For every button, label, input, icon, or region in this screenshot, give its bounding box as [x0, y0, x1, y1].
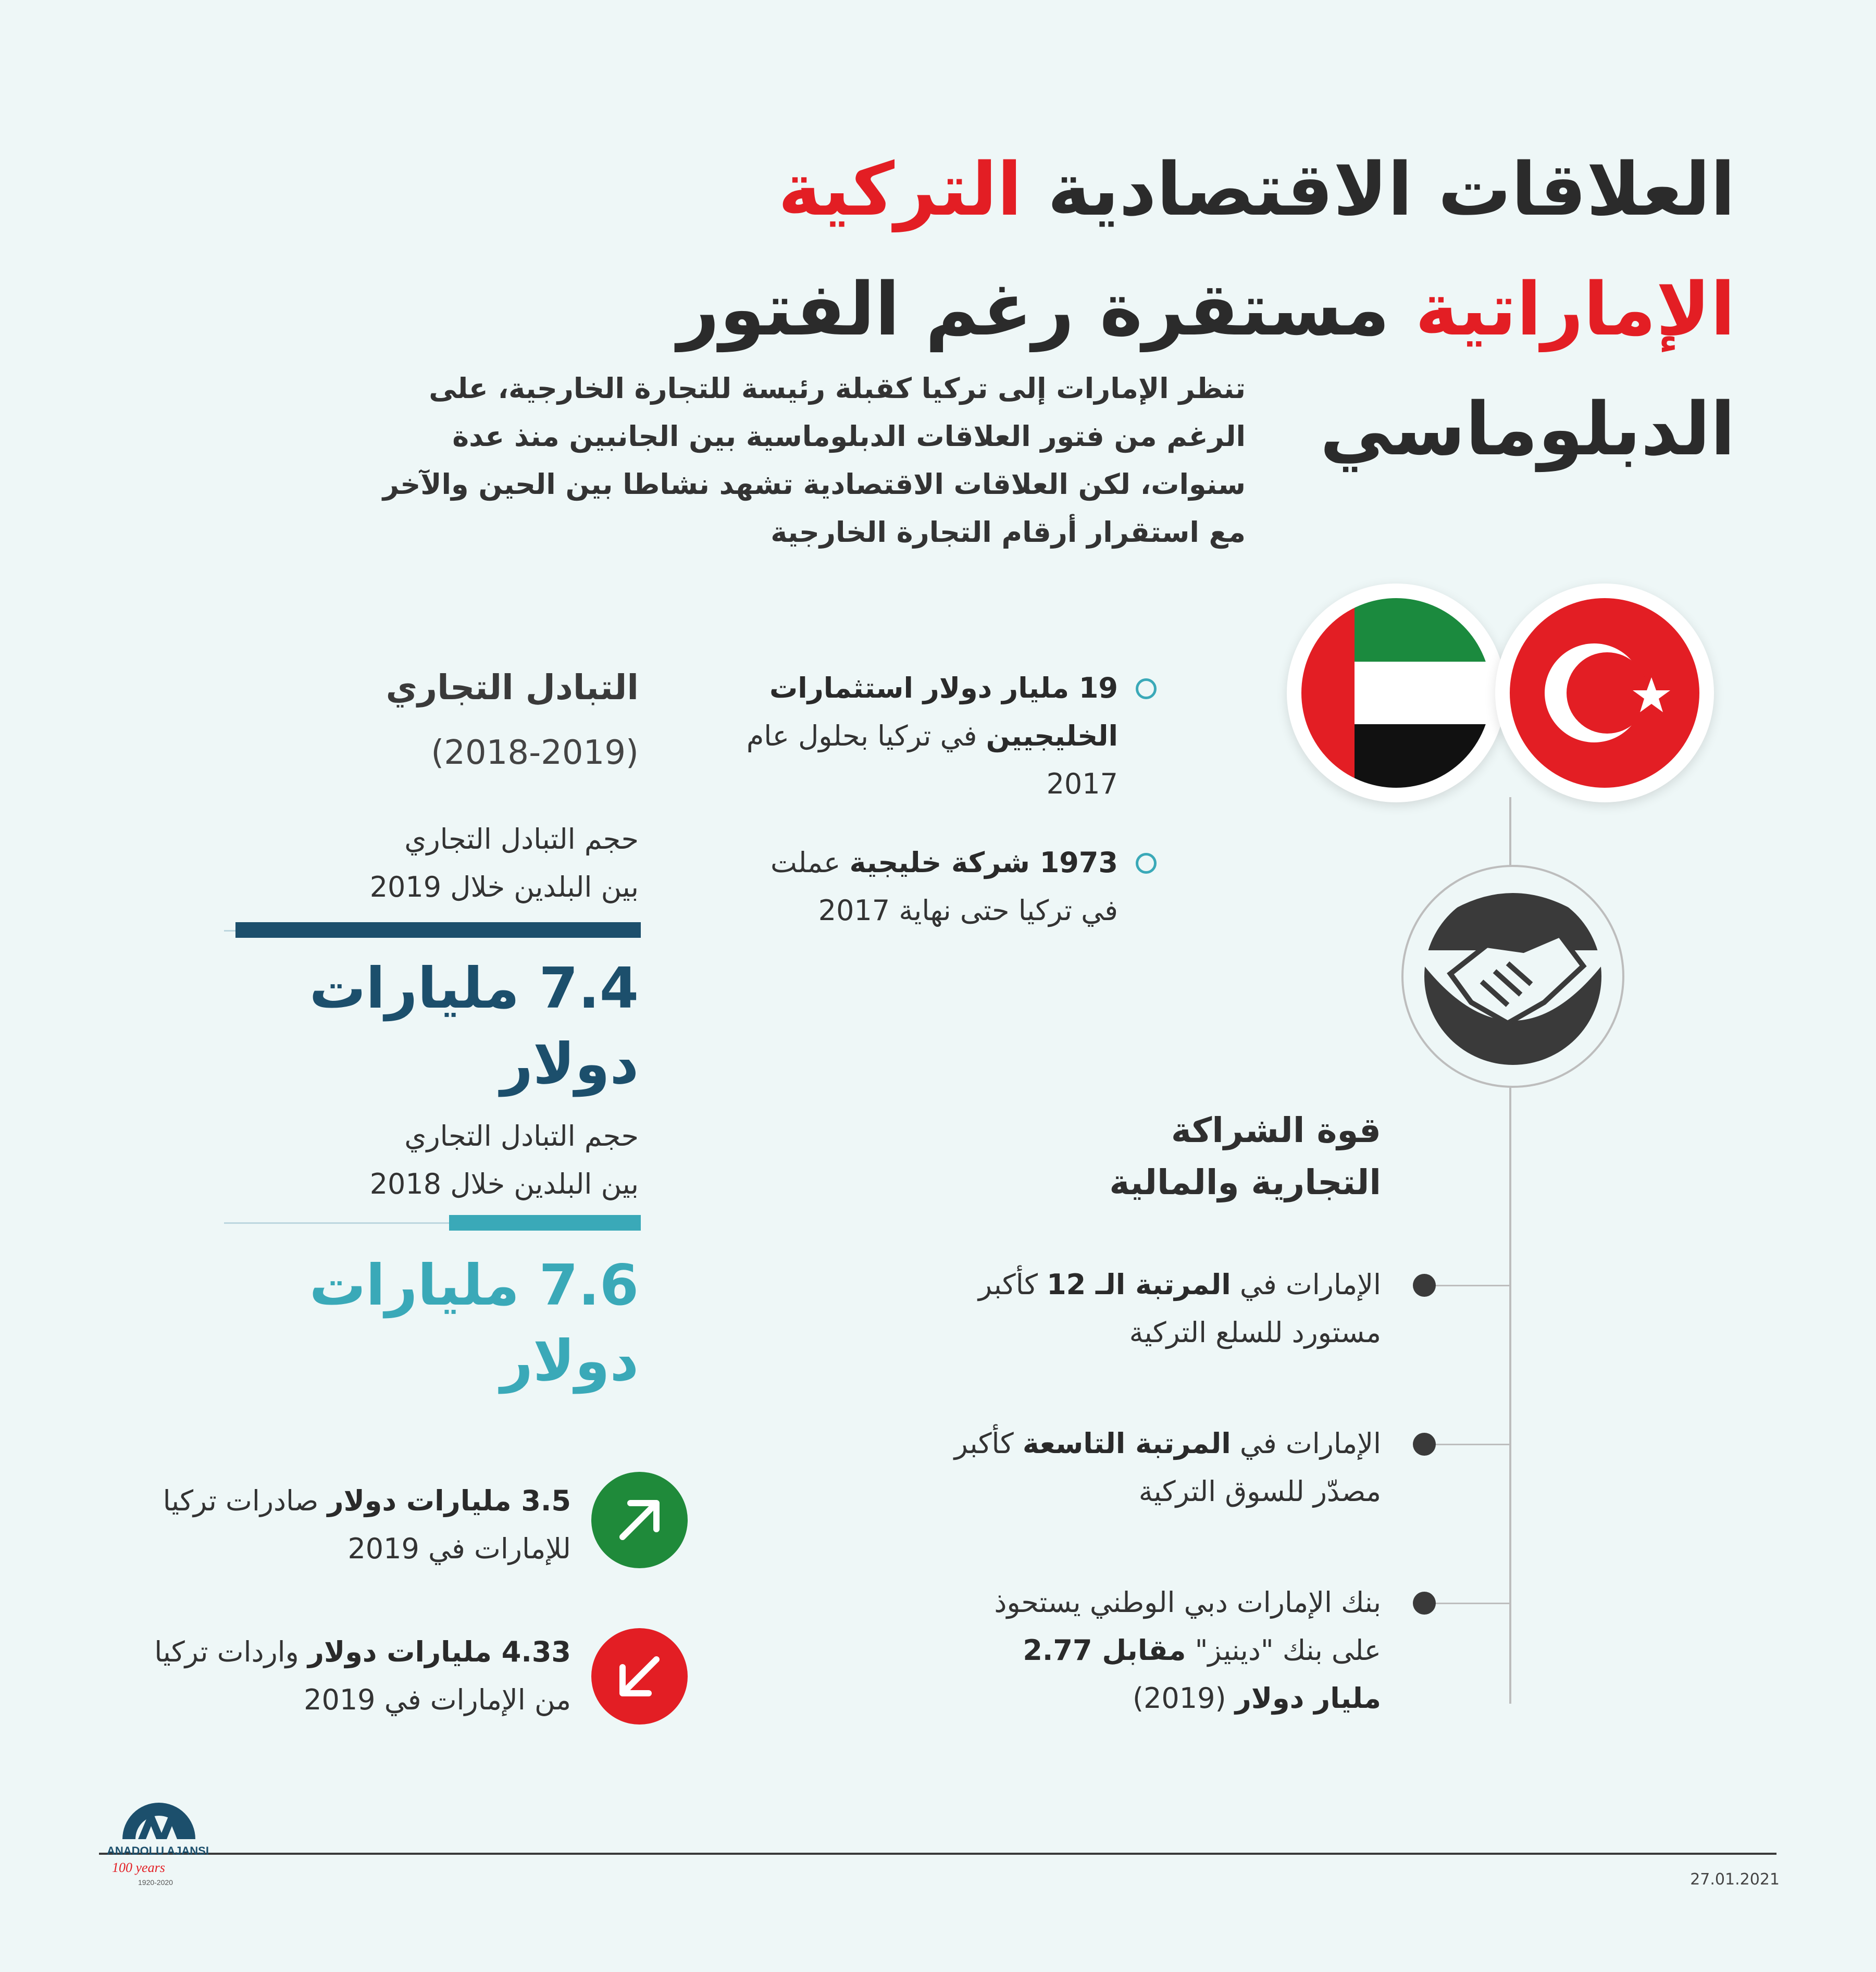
handshake-icon — [1401, 865, 1624, 1088]
partnership-item — [954, 1579, 1381, 1722]
partnership-bold: المرتبة التاسعة — [1022, 1427, 1231, 1460]
imports-text — [154, 1628, 571, 1724]
imports-bold: 4.33 مليارات دولار — [307, 1635, 571, 1668]
arrow-up-right-icon — [591, 1472, 688, 1568]
trade-value-2018 — [170, 1248, 639, 1399]
trade-label-2019 — [222, 815, 639, 911]
trade-label-2018 — [222, 1112, 639, 1208]
title-line-3: الدبلوماسي — [1320, 387, 1735, 472]
partnership-title-line2: التجارية والمالية — [1109, 1162, 1381, 1202]
investment-text: في تركيا بحلول عام 2017 — [746, 720, 1118, 800]
timeline-dot — [1413, 1274, 1436, 1297]
partnership-bold: المرتبة الـ 12 — [1047, 1268, 1231, 1301]
trade-label-line1: حجم التبادل التجاري — [404, 823, 639, 855]
trade-value-line1: 7.6 مليارات — [309, 1253, 639, 1318]
partnership-title — [1016, 1105, 1381, 1209]
arrow-down-left-icon — [591, 1628, 688, 1725]
imports-rest: واردات تركيا من الإمارات في 2019 — [154, 1635, 571, 1716]
logo-range: 1920-2020 — [138, 1878, 173, 1887]
title-line-1 — [433, 130, 1735, 250]
timeline-dot — [1136, 853, 1157, 874]
trade-value-line2: دولار — [500, 1329, 639, 1394]
trade-years: (2018-2019) — [431, 734, 639, 772]
partnership-bold: مقابل 2.77 مليار دولار — [1023, 1634, 1381, 1715]
date-label: 27.01.2021 — [1690, 1870, 1780, 1889]
footer-line — [99, 1853, 1776, 1855]
title-line1-red: التركية — [778, 147, 1022, 232]
title-line2-red: الإماراتية — [1415, 267, 1735, 352]
timeline-dot — [1136, 678, 1157, 699]
title-line-2 — [433, 250, 1735, 370]
exports-rest: صادرات تركيا للإمارات في 2019 — [163, 1484, 571, 1565]
trade-value-2019 — [170, 951, 639, 1102]
trade-label-line2: بين البلدين خلال 2019 — [369, 871, 639, 903]
trade-title: التبادل التجاري — [386, 667, 639, 708]
uae-flag-icon — [1287, 584, 1506, 802]
partnership-post: كأكبر مصدّر للسوق التركية — [954, 1427, 1381, 1508]
connector-line — [1425, 1444, 1511, 1445]
exports-bold: 3.5 مليارات دولار — [327, 1484, 571, 1517]
trade-label-line2: بين البلدين خلال 2018 — [369, 1168, 639, 1200]
logo-name: ANADOLU AJANSI — [107, 1844, 209, 1857]
partnership-title-line1: قوة الشراكة — [1171, 1110, 1381, 1150]
investment-bold: 1973 شركة خليجية — [849, 846, 1118, 879]
investment-item — [743, 839, 1118, 935]
exports-text — [154, 1477, 571, 1573]
title-line1-text: العلاقات الاقتصادية — [1047, 147, 1735, 232]
trade-label-line1: حجم التبادل التجاري — [404, 1120, 639, 1152]
partnership-post: (2019) — [1132, 1682, 1235, 1715]
intro-paragraph: تنظر الإمارات إلى تركيا كقبلة رئيسة للتجارة الخارجية، على الرغم من فتور العلاقات الدبلوماسية بين الجانبين منذ عدة سنوات، لكن العلاقات الاقتصادية تشهد نشاطا بين الحين والآخر مع استقرار أرقام التجارة الخارجية — [382, 372, 1246, 549]
trade-bar-2018 — [449, 1215, 641, 1231]
partnership-post: كأكبر مستورد للسلع التركية — [978, 1268, 1381, 1349]
trade-value-line1: 7.4 مليارات — [309, 956, 639, 1021]
turkey-flag-icon — [1495, 584, 1714, 802]
timeline-dot — [1413, 1592, 1436, 1615]
partnership-item — [954, 1420, 1381, 1516]
investment-item — [743, 664, 1118, 808]
anadolu-logo — [107, 1787, 221, 1891]
connector-line — [1425, 1285, 1511, 1286]
investment-bold: 19 مليار دولار استثمارات الخليجيين — [769, 672, 1118, 752]
partnership-pre: الإمارات في — [1231, 1427, 1381, 1460]
partnership-pre: الإمارات في — [1231, 1268, 1381, 1301]
investment-text: عملت في تركيا حتى نهاية 2017 — [771, 846, 1118, 927]
logo-anniv: 100 years — [112, 1860, 165, 1875]
title-line2-text: مستقرة رغم الفتور — [677, 267, 1390, 352]
trade-bar-2019 — [235, 922, 641, 938]
timeline-dot — [1413, 1433, 1436, 1456]
partnership-item — [954, 1261, 1381, 1357]
connector-line — [1425, 1603, 1511, 1604]
partnership-pre: بنك الإمارات دبي الوطني يستحوذ على بنك "دينيز" — [994, 1586, 1381, 1667]
trade-value-line2: دولار — [500, 1032, 639, 1097]
